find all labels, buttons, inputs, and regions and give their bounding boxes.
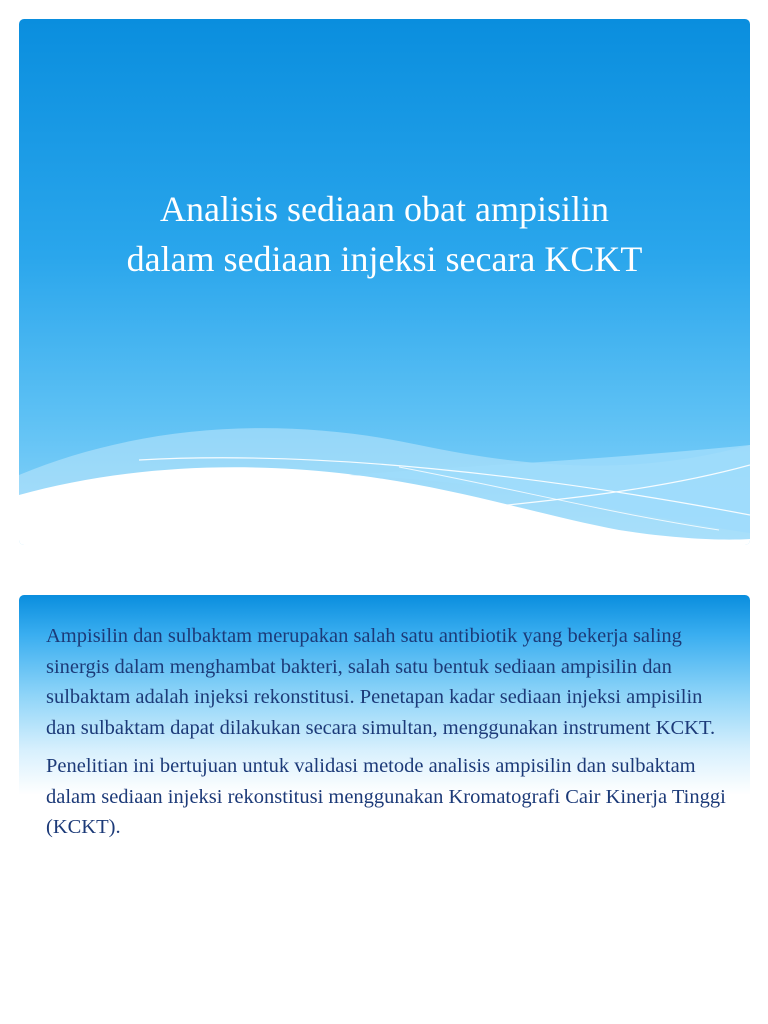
slide-title-line-1: Analisis sediaan obat ampisilin xyxy=(160,189,609,229)
wave-decoration xyxy=(19,405,750,545)
paragraph-2: Penelitian ini bertujuan untuk validasi metode analisis ampisilin dan sulbaktam dalam sediaan injeksi rekonstitusi menggunakan Kromatografi Cair Kinerja Tinggi (KCKT). xyxy=(46,755,726,838)
paragraph-1: Ampisilin dan sulbaktam merupakan salah satu antibiotik yang bekerja saling sinergis dalam menghambat bakteri, salah satu bentuk sediaan ampisilin dan sulbaktam adalah injeksi rekonstitusi. Penetapan kadar sediaan injeksi ampisilin dan sulbaktam dapat dilakukan secara simultan, menggunakan instrument KCKT. xyxy=(46,625,716,739)
content-slide xyxy=(19,595,750,1005)
content-body xyxy=(46,621,736,851)
title-slide xyxy=(19,19,750,545)
slide-title xyxy=(19,184,750,284)
slide-title-line-2: dalam sediaan injeksi secara KCKT xyxy=(126,239,643,279)
